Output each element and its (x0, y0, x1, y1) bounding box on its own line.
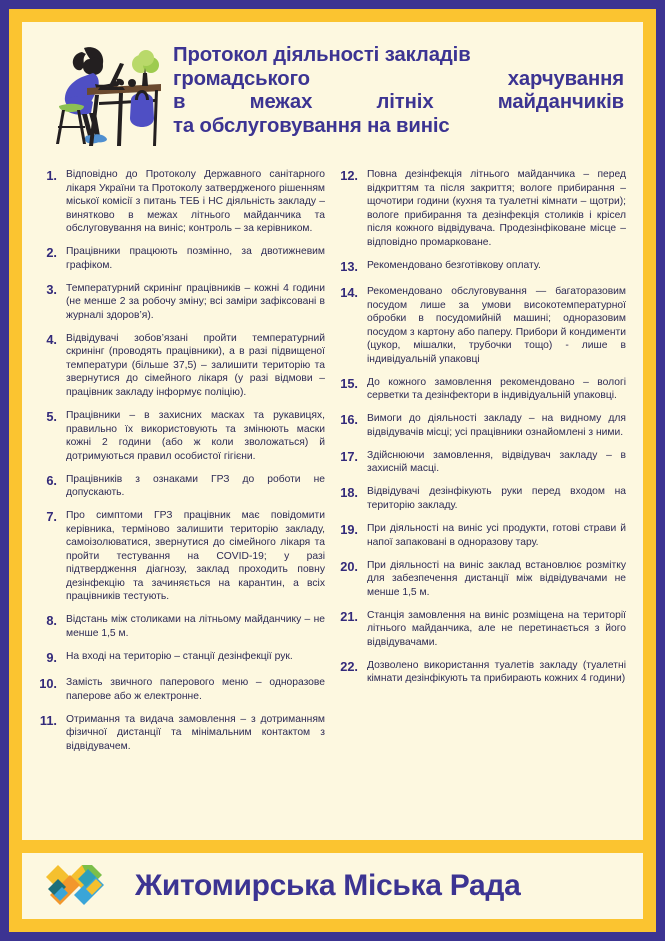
zhytomyr-city-council-logo (40, 861, 118, 911)
list-item-text: Працівників з ознаками ГРЗ до роботи не допускають. (66, 473, 325, 499)
protocol-list (39, 166, 626, 832)
list-item-number: 12. (340, 168, 358, 183)
list-item-text: Замість звичного паперового меню – одноразове паперове або ж електронне. (66, 677, 325, 702)
list-item (39, 713, 325, 754)
title-word: в (173, 91, 186, 114)
list-item (39, 245, 325, 272)
list-item-text: Рекомендовано безготівкову оплату. (367, 259, 541, 271)
list-item-number: 15. (340, 375, 358, 391)
list-item (340, 609, 626, 650)
title-word: громадського (173, 67, 310, 90)
list-item-text: Відвідувачі зобов’язані пройти температурний скринінг (проводять працівники), а в разі підвищеної температури (більше 37,5) – залишити територію та звернутися до сімейного лікаря (у разі відмови – працівник закладу інформує поліцію). (66, 332, 325, 398)
title-word: межах (249, 91, 313, 114)
poster-header (39, 36, 626, 166)
list-item-number: 13. (340, 258, 358, 274)
list-item (39, 282, 325, 323)
poster-footer (22, 853, 643, 919)
list-item (39, 509, 325, 604)
list-item (340, 168, 626, 249)
list-item-number: 5. (46, 408, 57, 424)
list-item-text: Про симптоми ГРЗ працівник має повідомити керівника, терміново залишити територію закладу, самоізолюватися, звернутися до сімейного лікаря та пройти тестування на COVID-19; у разі підтвердження діагнозу, заклад проходить повну дезінфекцію та зачиняється на карантин, а всіх працівників тестують. (66, 510, 325, 603)
list-item-text: Рекомендовано обслуговування — багаторазовим посудом лише за умови високотемпературної обробки в посудомийній машині; одноразовим посудом з картону або паперу. Прибори й кондименти (цукор, мішалки, трубочки тощо) - лише в індивідуальній упаковці (367, 286, 626, 365)
list-item (340, 659, 626, 686)
poster-title (173, 40, 624, 139)
list-item (39, 168, 325, 236)
list-item (39, 473, 325, 500)
list-item-number: 4. (46, 331, 57, 347)
list-item-number: 6. (46, 472, 57, 488)
list-item (340, 449, 626, 476)
title-line-1: Протокол діяльності закладів (173, 44, 471, 66)
list-item-text: При діяльності на виніс заклад встановлює розмітку для забезпечення дистанції між відвідувачами не менше 1,5 м. (367, 559, 626, 598)
list-item-number: 2. (46, 245, 57, 261)
list-item (39, 332, 325, 400)
list-item-text: На вході на територію – станції дезінфекції рук. (66, 650, 293, 662)
list-item-number: 22. (340, 658, 358, 674)
list-item-number: 14. (340, 285, 358, 301)
list-item-text: Температурний скринінг працівників – кожні 4 години (не менше 2 за робочу зміну; всі заміри зафіксовані в журналі здоров’я). (66, 282, 325, 321)
list-item-number: 21. (340, 608, 358, 624)
list-item (340, 485, 626, 512)
list-item-number: 19. (340, 522, 358, 538)
gold-frame-border (9, 9, 656, 932)
list-item (340, 259, 626, 276)
list-item-text: Відвідувачі дезінфікують руки перед входом на територію закладу. (367, 486, 626, 511)
title-word: харчування (507, 67, 624, 90)
protocol-column-right (340, 168, 626, 832)
list-item (340, 412, 626, 439)
list-item (39, 409, 325, 463)
list-item (340, 522, 626, 549)
list-item-text: До кожного замовлення рекомендовано – вологі серветки та дезінфектори в індивідуальній упаковці. (367, 376, 626, 402)
list-item-number: 7. (46, 509, 57, 525)
list-item-number: 20. (340, 558, 358, 574)
list-item-text: Станція замовлення на виніс розміщена на території літнього майданчика, але не перетинається з його відвідувачами. (367, 609, 626, 648)
list-item (39, 613, 325, 640)
list-item-number: 1. (46, 168, 57, 183)
list-item (340, 376, 626, 403)
list-item-number: 9. (46, 649, 57, 665)
footer-title: Житомирська Міська Рада (135, 869, 521, 902)
list-item-number: 3. (46, 281, 57, 297)
list-item-text: Повна дезінфекція літнього майданчика – перед відкриттям та після закриття; вологе прибирання – щочотири години (кухня та туалетні кімнати – щотри); вологе прибирання та дезінфекція столиків і крісел після кожного відвідувача. Продезінфіковане місце – відповідно промарковане. (367, 169, 626, 248)
gold-separator-band (22, 840, 643, 853)
list-item-text: При діяльності на виніс усі продукти, готові страви й напої запаковані в одноразову тару. (367, 523, 626, 548)
list-item-number: 8. (46, 613, 57, 629)
list-item-text: Вимоги до діяльності закладу – на видному для відвідувачів місці; усі працівники ознайомлені з ними. (367, 413, 626, 438)
list-item (340, 559, 626, 600)
protocol-column-left (39, 168, 325, 832)
list-item-number: 11. (39, 712, 57, 728)
list-item-text: Працівники – в захисних масках та рукавицях, правильно їх використовують та змінюють маски кожні 2 години (або ж коли зволожаться) й дотримуються правил особистої гігієни. (66, 409, 325, 462)
list-item-number: 17. (340, 448, 358, 464)
title-line-4: та обслуговування на виніс (173, 115, 450, 138)
list-item-number: 10. (39, 676, 57, 692)
list-item-text: Дозволено використання туалетів закладу (туалетні кімнати дезінфікують та прибирають кожних 4 години) (367, 659, 626, 685)
list-item-text: Працівники працюють позмінно, за двотижневим графіком. (66, 246, 325, 271)
list-item-text: Відповідно до Протоколу Державного санітарного лікаря України та Протоколу затвердженого рішенням міської комісії з питань ТЕБ і НС діяльність закладу – винятково в межах літнього майданчика та обслуговування на виніс; контроль – за керівником. (66, 169, 325, 235)
title-word: майданчиків (497, 91, 624, 114)
list-item-text: Здійснюючи замовлення, відвідувач закладу – в захисній масці. (367, 449, 626, 475)
list-item (39, 676, 325, 703)
list-item-number: 16. (340, 412, 358, 428)
title-line-3 (173, 91, 624, 115)
list-item-number: 18. (340, 485, 358, 501)
list-item (340, 285, 626, 366)
woman-working-at-table-illustration (43, 40, 165, 156)
list-item-text: Відстань між столиками на літньому майданчику – не менше 1,5 м. (66, 614, 325, 639)
list-item (39, 650, 325, 667)
list-item-text: Отримання та видача замовлення – з дотриманням фізичної дистанції та мінімальним контактом з відвідувачем. (66, 713, 325, 752)
title-word: літніх (376, 91, 434, 114)
content-panel (22, 22, 643, 840)
title-line-2 (173, 68, 624, 92)
